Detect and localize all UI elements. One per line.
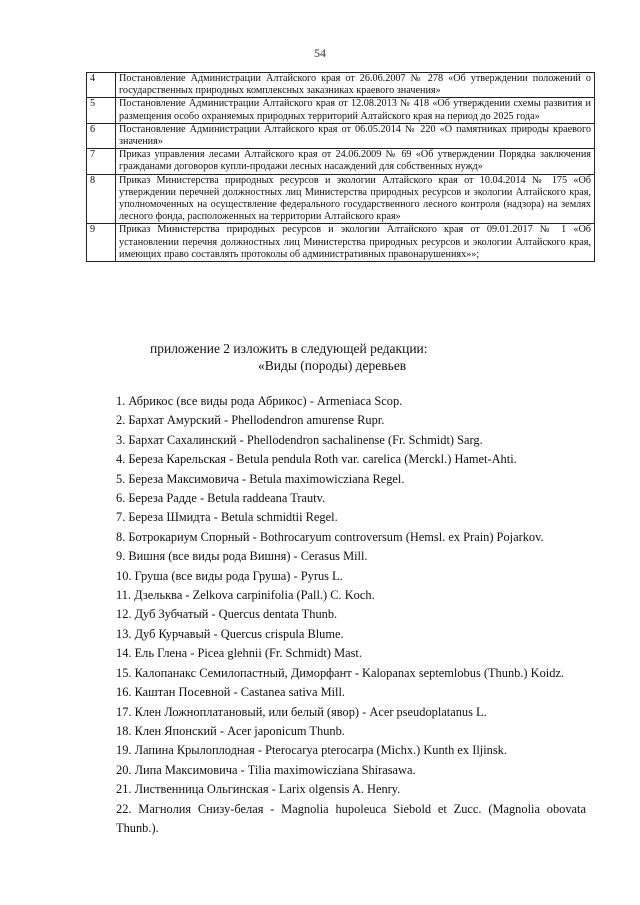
list-item: 22. Магнолия Снизу-белая - Magnolia hupoleuca Siebold et Zucc. (Magnolia obovata Thunb.).: [116, 801, 586, 835]
row-number: 7: [87, 149, 116, 174]
intro-text: приложение 2 изложить в следующей редакции:: [150, 341, 428, 356]
table-row: [87, 123, 595, 148]
row-text: Постановление Администрации Алтайского края от 06.05.2014 № 220 «О памятниках природы краевого значения»: [116, 123, 595, 148]
list-item: 15. Калопанакс Семилопастный, Диморфант - Kalopanax septemlobus (Thunb.) Koidz.: [116, 665, 565, 680]
list-item: 8. Ботрокариум Спорный - Bothrocaryum controversum (Hemsl. ex Prain) Pojarkov.: [116, 529, 544, 544]
row-number: 8: [87, 174, 116, 224]
list-item: 6. Береза Радде - Betula raddeana Trautv.: [116, 491, 326, 506]
row-text: Приказ Министерства природных ресурсов и экологии Алтайского края от 10.04.2014 № 175 «Об утверждении перечней должностных лиц Министерства природных ресурсов и экологии Алтайского края, уполномоченных на осуществление федерального государственного лесного контроля (надзора) на землях лесного фонда, расположенных на территории Алтайского края»: [116, 174, 595, 224]
row-text: Приказ управления лесами Алтайского края от 24.06.2009 № 69 «Об утверждении Порядка заключения гражданами договоров купли-продажи лесных насаждений для собственных нужд»: [116, 149, 595, 174]
row-number: 9: [87, 224, 116, 262]
table-row: [87, 224, 595, 262]
row-number: 5: [87, 98, 116, 123]
list-item: 9. Вишня (все виды рода Вишня) - Cerasus Mill.: [116, 549, 368, 564]
list-item: 21. Лиственница Ольгинская - Larix olgensis A. Henry.: [116, 782, 401, 797]
page-number: 54: [314, 46, 326, 60]
table-row: [87, 149, 595, 174]
list-item: 12. Дуб Зубчатый - Quercus dentata Thunb.: [116, 607, 338, 622]
list-item: 14. Ель Глена - Picea glehnii (Fr. Schmidt) Mast.: [116, 646, 362, 661]
list-item: 5. Береза Максимовича - Betula maximowicziana Regel.: [116, 471, 405, 486]
list-item: 4. Береза Карельская - Betula pendula Roth var. carelica (Merckl.) Hamet-Ahti.: [116, 452, 517, 467]
list-item: 10. Груша (все виды рода Груша) - Pyrus L.: [116, 568, 343, 583]
list-item: 19. Лапина Крылоплодная - Pterocarya pterocarpa (Michx.) Kunth ex Iljinsk.: [116, 743, 507, 758]
list-item: 16. Каштан Посевной - Castanea sativa Mill.: [116, 685, 346, 700]
list-item: 1. Абрикос (все виды рода Абрикос) - Armeniaca Scop.: [116, 394, 403, 408]
list-item: 18. Клен Японский - Acer japonicum Thunb.: [116, 723, 345, 738]
table-row: [87, 73, 595, 98]
row-number: 4: [87, 73, 116, 98]
regulations-table: [86, 72, 595, 262]
row-text: Постановление Администрации Алтайского края от 26.06.2007 № 278 «Об утверждении положений о государственных природных комплексных заказниках краевого значения»: [116, 73, 595, 98]
list-item: 11. Дзельква - Zelkova carpinifolia (Pall.) C. Koch.: [116, 588, 375, 603]
list-item: 3. Бархат Сахалинский - Phellodendron sachalinense (Fr. Schmidt) Sarg.: [116, 432, 483, 447]
list-item: 2. Бархат Амурский - Phellodendron amurense Rupr.: [116, 413, 385, 428]
list-heading: «Виды (породы) деревьев: [258, 358, 407, 373]
row-text: Приказ Министерства природных ресурсов и экологии Алтайского края от 09.01.2017 № 1 «Об установлении перечня должностных лиц Министерства природных ресурсов и экологии Алтайского края, имеющих право составлять протоколы об административных правонарушениях»»;: [116, 224, 595, 262]
table-row: [87, 98, 595, 123]
list-item: 7. Береза Шмидта - Betula schmidtii Regel.: [116, 510, 338, 525]
species-list: [116, 392, 586, 838]
list-item: 20. Липа Максимовича - Tilia maximowicziana Shirasawa.: [116, 762, 416, 777]
row-text: Постановление Администрации Алтайского края от 12.08.2013 № 418 «Об утверждении схемы развития и размещения особо охраняемых природных территорий Алтайского края на период до 2025 года»: [116, 98, 595, 123]
list-item: 13. Дуб Курчавый - Quercus crispula Blume.: [116, 626, 344, 641]
list-item: 17. Клен Ложноплатановый, или белый (явор) - Acer pseudoplatanus L.: [116, 704, 487, 719]
row-number: 6: [87, 123, 116, 148]
table-row: [87, 174, 595, 224]
